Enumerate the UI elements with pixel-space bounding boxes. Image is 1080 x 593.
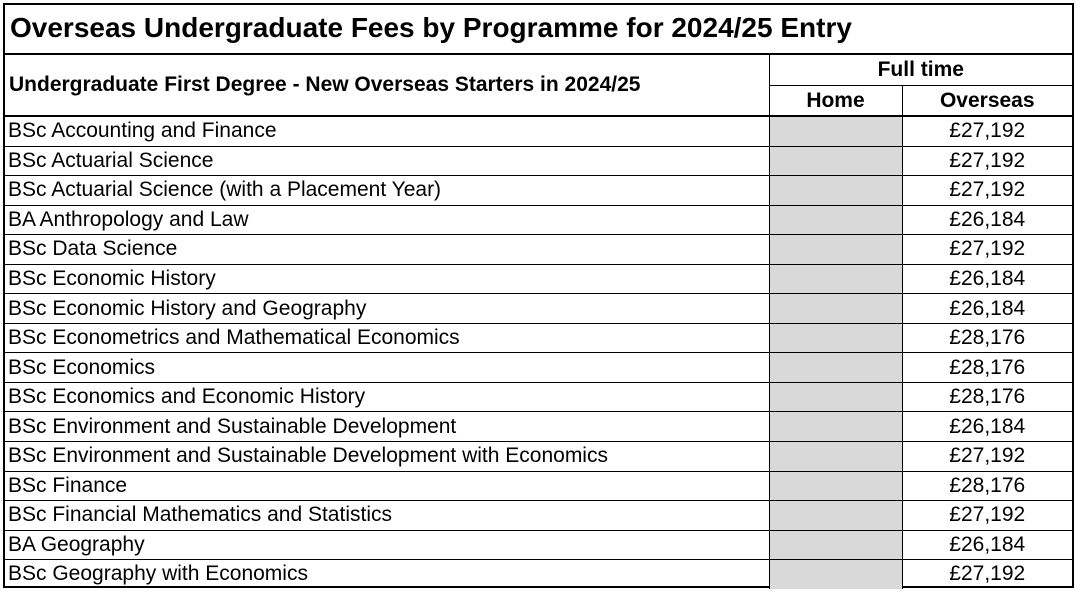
table-row xyxy=(5,176,1072,206)
programme-cell: BSc Finance xyxy=(5,471,769,501)
overseas-fee-cell: £27,192 xyxy=(902,176,1072,206)
table-row xyxy=(5,146,1072,176)
programme-cell: BSc Accounting and Finance xyxy=(5,116,769,146)
overseas-fee-cell: £28,176 xyxy=(902,353,1072,383)
programme-cell: BA Geography xyxy=(5,530,769,560)
programme-cell: BSc Environment and Sustainable Development xyxy=(5,412,769,442)
table-row xyxy=(5,323,1072,353)
programme-cell: BSc Economics and Economic History xyxy=(5,382,769,412)
programme-cell: BSc Economic History and Geography xyxy=(5,294,769,324)
table-row xyxy=(5,235,1072,265)
overseas-fee-cell: £27,192 xyxy=(902,116,1072,146)
home-fee-cell xyxy=(769,501,902,531)
programme-cell: BSc Data Science xyxy=(5,235,769,265)
programme-cell: BSc Economics xyxy=(5,353,769,383)
home-fee-cell xyxy=(769,412,902,442)
home-column-header: Home xyxy=(769,86,902,117)
overseas-fee-cell: £27,192 xyxy=(902,146,1072,176)
programme-column-header: Undergraduate First Degree - New Overseas Starters in 2024/25 xyxy=(5,55,769,116)
home-fee-cell xyxy=(769,353,902,383)
table-row xyxy=(5,294,1072,324)
table-row xyxy=(5,560,1072,589)
programme-cell: BSc Economic History xyxy=(5,264,769,294)
overseas-fee-cell: £28,176 xyxy=(902,323,1072,353)
overseas-fee-cell: £26,184 xyxy=(902,294,1072,324)
programme-cell: BSc Environment and Sustainable Development with Economics xyxy=(5,442,769,472)
programme-cell: BSc Actuarial Science xyxy=(5,146,769,176)
programme-cell: BSc Financial Mathematics and Statistics xyxy=(5,501,769,531)
table-row xyxy=(5,382,1072,412)
programme-cell: BSc Actuarial Science (with a Placement Year) xyxy=(5,176,769,206)
home-fee-cell xyxy=(769,264,902,294)
home-fee-cell xyxy=(769,235,902,265)
overseas-fee-cell: £27,192 xyxy=(902,442,1072,472)
overseas-fee-cell: £28,176 xyxy=(902,471,1072,501)
table-row xyxy=(5,501,1072,531)
home-fee-cell xyxy=(769,176,902,206)
overseas-fee-cell: £27,192 xyxy=(902,501,1072,531)
table-row xyxy=(5,442,1072,472)
overseas-fee-cell: £28,176 xyxy=(902,382,1072,412)
table-row xyxy=(5,116,1072,146)
table-row xyxy=(5,205,1072,235)
programme-cell: BSc Econometrics and Mathematical Economics xyxy=(5,323,769,353)
home-fee-cell xyxy=(769,442,902,472)
table-title: Overseas Undergraduate Fees by Programme for 2024/25 Entry xyxy=(5,5,1072,55)
home-fee-cell xyxy=(769,205,902,235)
table-row xyxy=(5,412,1072,442)
fee-table-sheet xyxy=(3,3,1074,588)
programme-cell: BA Anthropology and Law xyxy=(5,205,769,235)
home-fee-cell xyxy=(769,560,902,589)
overseas-fee-cell: £26,184 xyxy=(902,264,1072,294)
home-fee-cell xyxy=(769,146,902,176)
table-row xyxy=(5,471,1072,501)
overseas-fee-cell: £26,184 xyxy=(902,530,1072,560)
home-fee-cell xyxy=(769,294,902,324)
table-row xyxy=(5,353,1072,383)
table-row xyxy=(5,530,1072,560)
overseas-fee-cell: £26,184 xyxy=(902,205,1072,235)
overseas-column-header: Overseas xyxy=(902,86,1072,117)
overseas-fee-cell: £27,192 xyxy=(902,235,1072,265)
programme-cell: BSc Geography with Economics xyxy=(5,560,769,589)
home-fee-cell xyxy=(769,323,902,353)
overseas-fee-cell: £26,184 xyxy=(902,412,1072,442)
home-fee-cell xyxy=(769,382,902,412)
header-row-top xyxy=(5,55,1072,86)
overseas-fee-cell: £27,192 xyxy=(902,560,1072,589)
full-time-group-header: Full time xyxy=(769,55,1072,86)
table-row xyxy=(5,264,1072,294)
home-fee-cell xyxy=(769,116,902,146)
home-fee-cell xyxy=(769,530,902,560)
fee-table xyxy=(5,55,1072,589)
home-fee-cell xyxy=(769,471,902,501)
